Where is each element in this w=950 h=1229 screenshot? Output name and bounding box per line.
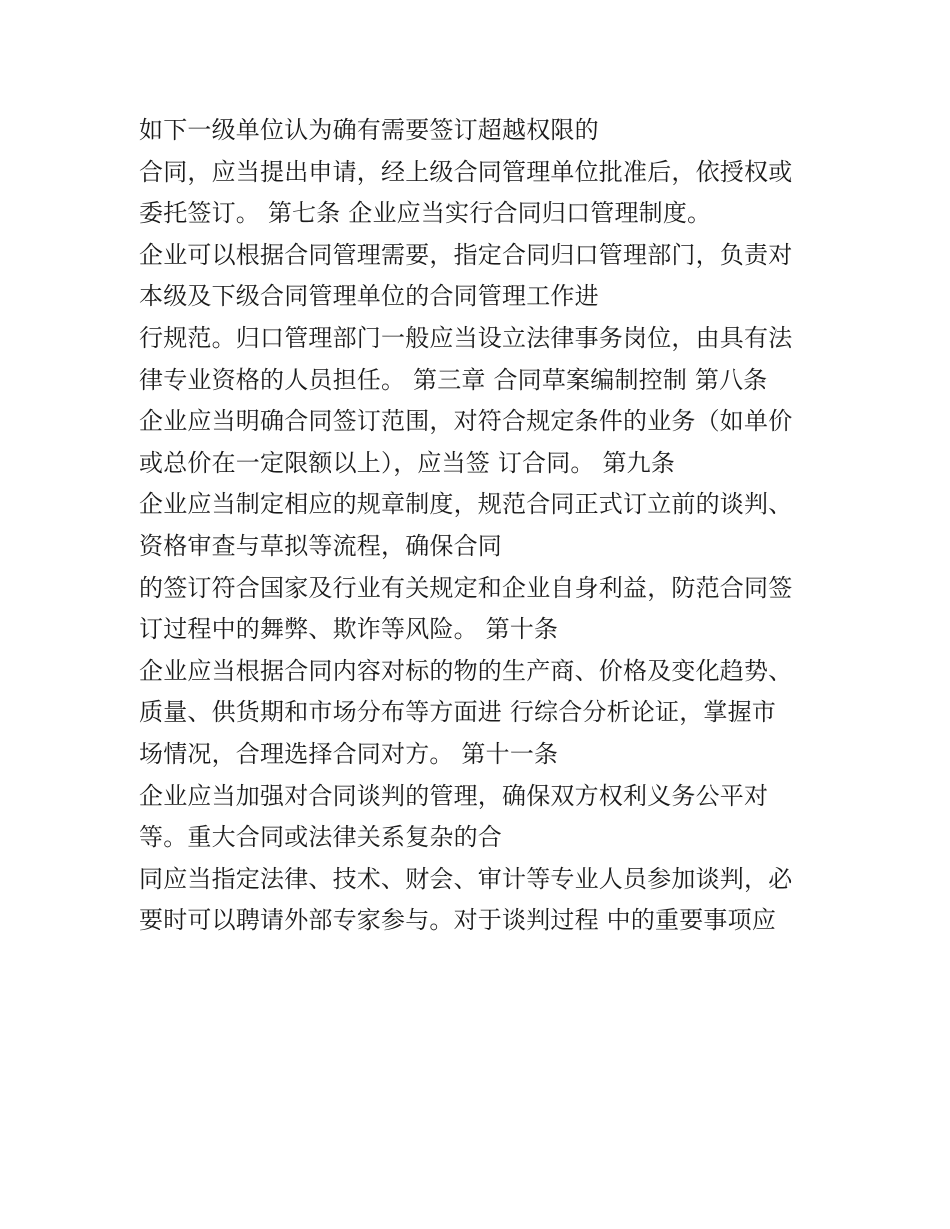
text-line: 委托签订。 第七条 企业应当实行合同归口管理制度。 — [139, 199, 712, 228]
text-line: 企业应当制定相应的规章制度，规范合同正式订立前的谈判、 — [139, 490, 793, 519]
text-line: 本级及下级合同管理单位的合同管理工作进 — [139, 282, 599, 311]
text-line: 企业应当加强对合同谈判的管理，确保双方权利义务公平对 — [139, 781, 769, 810]
text-line: 律专业资格的人员担任。 第三章 合同草案编制控制 第八条 — [139, 365, 768, 394]
text-line: 场情况，合理选择合同对方。 第十一条 — [139, 739, 559, 768]
text-line: 资格审查与草拟等流程，确保合同 — [139, 531, 502, 560]
text-line: 的签订符合国家及行业有关规定和企业自身利益，防范合同签 — [139, 573, 793, 602]
text-line: 或总价在一定限额以上），应当签 订合同。 第九条 — [139, 448, 676, 477]
text-line: 合同，应当提出申请，经上级合同管理单位批准后，依授权或 — [139, 157, 793, 186]
text-line: 同应当指定法律、技术、财会、审计等专业人员参加谈判，必 — [139, 864, 793, 893]
text-line: 等。重大合同或法律关系复杂的合 — [139, 823, 502, 852]
text-line: 企业可以根据合同管理需要，指定合同归口管理部门，负责对 — [139, 240, 793, 269]
text-line: 企业应当明确合同签订范围，对符合规定条件的业务（如单价 — [139, 407, 793, 436]
text-line: 企业应当根据合同内容对标的物的生产商、价格及变化趋势、 — [139, 656, 793, 685]
text-line: 订过程中的舞弊、欺诈等风险。 第十条 — [139, 615, 559, 644]
text-line: 要时可以聘请外部专家参与。对于谈判过程 中的重要事项应 — [139, 906, 777, 935]
text-line: 质量、供货期和市场分布等方面进 行综合分析论证，掌握市 — [139, 698, 777, 727]
document-body — [139, 110, 829, 942]
text-line: 行规范。归口管理部门一般应当设立法律事务岗位，由具有法 — [139, 323, 793, 352]
text-line: 如下一级单位认为确有需要签订超越权限的 — [139, 116, 599, 144]
